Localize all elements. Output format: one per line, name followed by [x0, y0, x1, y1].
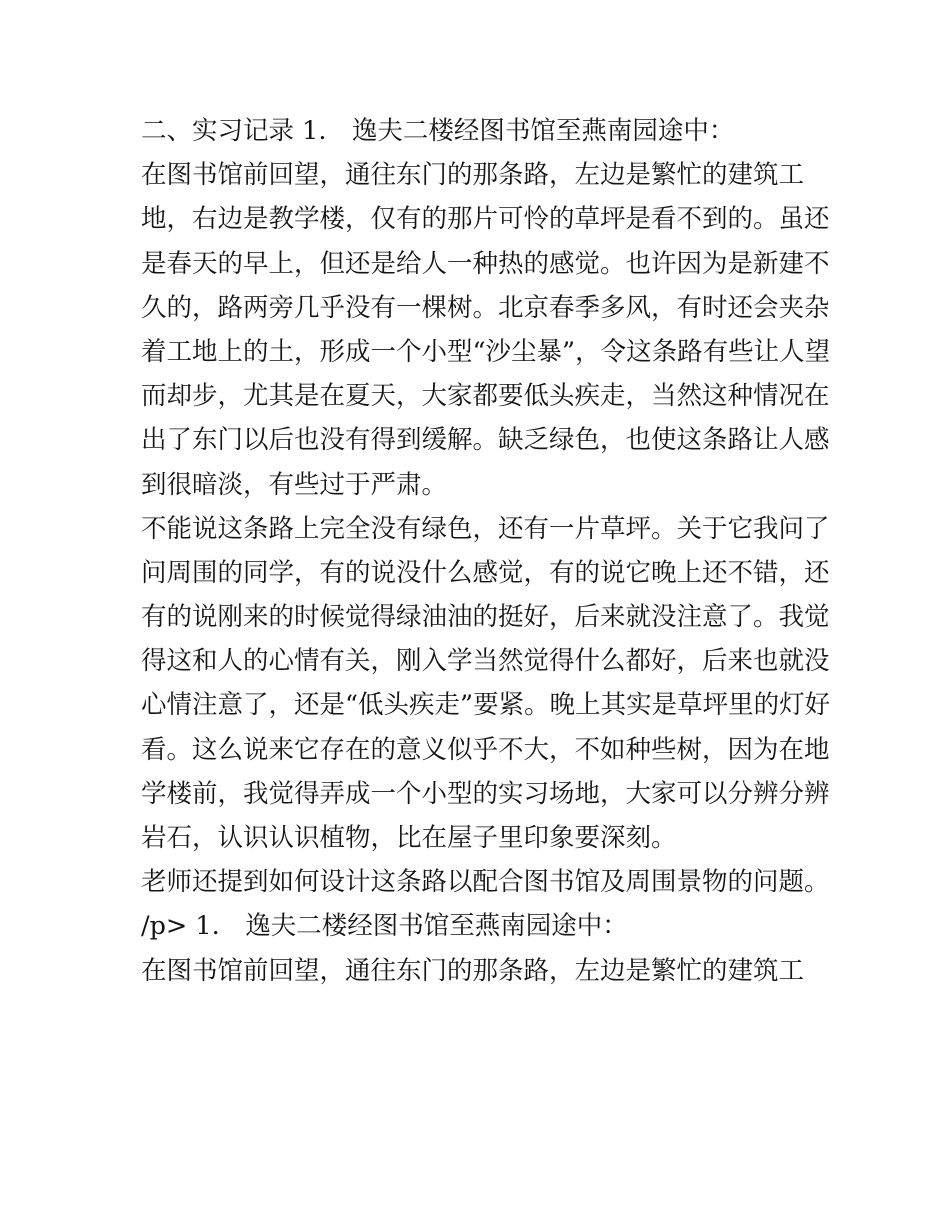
text-line: /p> 1. 逸夫二楼经图书馆至燕南园途中： — [141, 911, 628, 942]
text-line: 心情注意了，还是“低头疾走”要紧。晚上其实是草坪里的灯好 — [141, 690, 831, 721]
text-line: 到很暗淡，有些过于严肃。 — [141, 469, 448, 500]
document-body — [141, 109, 831, 993]
text-line: 老师还提到如何设计这条路以配合图书馆及周围景物的问题。 — [141, 867, 830, 898]
text-line: 有的说刚来的时候觉得绿油油的挺好，后来就没注意了。我觉 — [141, 602, 830, 633]
text-line: 是春天的早上，但还是给人一种热的感觉。也许因为是新建不 — [141, 248, 830, 279]
text-line: 地，右边是教学楼，仅有的那片可怜的草坪是看不到的。虽还 — [141, 204, 830, 235]
text-line: 岩石，认识认识植物，比在屋子里印象要深刻。 — [141, 823, 677, 853]
text-line: 而却步，尤其是在夏天，大家都要低头疾走，当然这种情况在 — [141, 381, 830, 412]
text-line: 问周围的同学，有的说没什么感觉，有的说它晚上还不错，还 — [141, 557, 830, 588]
text-line: 不能说这条路上完全没有绿色，还有一片草坪。关于它我问了 — [141, 513, 830, 544]
text-line: 出了东门以后也没有得到缓解。缺乏绿色，也使这条路让人感 — [141, 425, 830, 456]
text-line: 在图书馆前回望，通往东门的那条路，左边是繁忙的建筑工 — [141, 160, 805, 191]
text-line: 得这和人的心情有关，刚入学当然觉得什么都好，后来也就没 — [141, 646, 830, 677]
text-line: 二、实习记录 1. 逸夫二楼经图书馆至燕南园途中： — [141, 116, 735, 146]
text-line: 看。这么说来它存在的意义似乎不大，不如种些树，因为在地 — [141, 734, 830, 765]
text-line: 在图书馆前回望，通往东门的那条路，左边是繁忙的建筑工 — [141, 955, 805, 986]
text-line: 久的，路两旁几乎没有一棵树。北京春季多风，有时还会夹杂 — [141, 292, 830, 323]
text-line: 学楼前，我觉得弄成一个小型的实习场地，大家可以分辨分辨 — [141, 778, 830, 809]
text-line: 着工地上的土，形成一个小型“沙尘暴”，令这条路有些让人望 — [141, 336, 831, 367]
